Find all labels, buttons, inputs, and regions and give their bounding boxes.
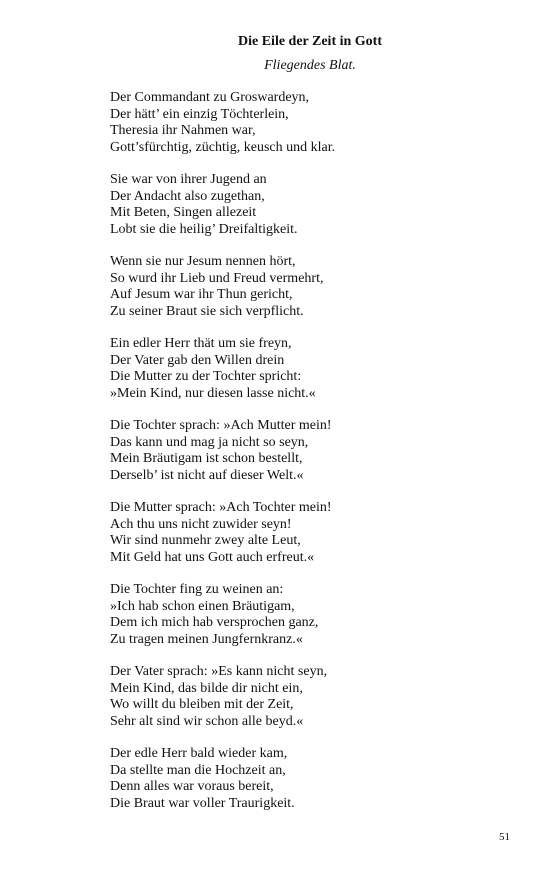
poem-line: Die Tochter sprach: »Ach Mutter mein! bbox=[110, 418, 332, 433]
poem-line: Lobt sie die heilig’ Dreifaltigkeit. bbox=[110, 221, 298, 237]
poem-line: Wenn sie nur Jesum nennen hört, bbox=[110, 254, 296, 269]
stanza bbox=[110, 418, 510, 484]
poem-line: Wo willt du bleiben mit der Zeit, bbox=[110, 697, 294, 712]
stanza bbox=[110, 172, 510, 238]
stanza bbox=[110, 582, 510, 648]
poem-subtitle: Fliegendes Blat. bbox=[264, 58, 356, 73]
poem-line: Der Andacht also zugethan, bbox=[110, 188, 265, 204]
page-number: 51 bbox=[499, 831, 510, 843]
poem-line: Wir sind nunmehr zwey alte Leut, bbox=[110, 533, 301, 548]
poem-line: Mein Kind, das bilde dir nicht ein, bbox=[110, 680, 303, 696]
poem-line: Mein Bräutigam ist schon bestellt, bbox=[110, 451, 303, 466]
poem-line: Da stellte man die Hochzeit an, bbox=[110, 762, 286, 778]
poem-line: Das kann und mag ja nicht so seyn, bbox=[110, 434, 309, 450]
poem-line: Der Vater gab den Willen drein bbox=[110, 352, 285, 368]
poem-line: Theresia ihr Nahmen war, bbox=[110, 123, 256, 138]
poem-line: Ach thu uns nicht zuwider seyn! bbox=[110, 516, 292, 532]
poem-line: Sie war von ihrer Jugend an bbox=[110, 172, 267, 187]
poem-line: Der hätt’ ein einzig Töchterlein, bbox=[110, 106, 289, 122]
stanza bbox=[110, 500, 510, 566]
poem-line: Zu tragen meinen Jungfernkranz.« bbox=[110, 631, 303, 647]
poem-line: Derselb’ ist nicht auf dieser Welt.« bbox=[110, 467, 304, 483]
poem-line: Die Braut war voller Traurigkeit. bbox=[110, 795, 295, 811]
poem-line: Der Vater sprach: »Es kann nicht seyn, bbox=[110, 664, 328, 679]
poem-line: »Ich hab schon einen Bräutigam, bbox=[110, 598, 295, 614]
poem-body bbox=[110, 90, 510, 828]
poem-line: Dem ich mich hab versprochen ganz, bbox=[110, 615, 319, 630]
poem-line: So wurd ihr Lieb und Freud vermehrt, bbox=[110, 270, 324, 286]
poem-line: Die Mutter sprach: »Ach Tochter mein! bbox=[110, 500, 332, 515]
poem-line: Ein edler Herr thät um sie freyn, bbox=[110, 336, 292, 351]
poem-line: Sehr alt sind wir schon alle beyd.« bbox=[110, 713, 304, 729]
stanza bbox=[110, 254, 510, 320]
poem-line: Der Commandant zu Groswardeyn, bbox=[110, 90, 310, 105]
poem-line: Mit Beten, Singen allezeit bbox=[110, 205, 257, 220]
stanza bbox=[110, 90, 510, 156]
stanza bbox=[110, 664, 510, 730]
poem-line: Denn alles war voraus bereit, bbox=[110, 779, 274, 794]
stanza bbox=[110, 336, 510, 402]
poem-line: Zu seiner Braut sie sich verpflicht. bbox=[110, 303, 304, 319]
poem-line: Auf Jesum war ihr Thun gericht, bbox=[110, 287, 293, 302]
poem-line: Die Tochter fing zu weinen an: bbox=[110, 582, 284, 597]
poem-line: »Mein Kind, nur diesen lasse nicht.« bbox=[110, 385, 316, 401]
stanza bbox=[110, 746, 510, 812]
poem-line: Die Mutter zu der Tochter spricht: bbox=[110, 369, 302, 384]
poem-line: Gott’sfürchtig, züchtig, keusch und klar. bbox=[110, 139, 336, 155]
poem-title: Die Eile der Zeit in Gott bbox=[238, 34, 382, 49]
poem-line: Der edle Herr bald wieder kam, bbox=[110, 746, 288, 761]
poem-line: Mit Geld hat uns Gott auch erfreut.« bbox=[110, 549, 315, 565]
